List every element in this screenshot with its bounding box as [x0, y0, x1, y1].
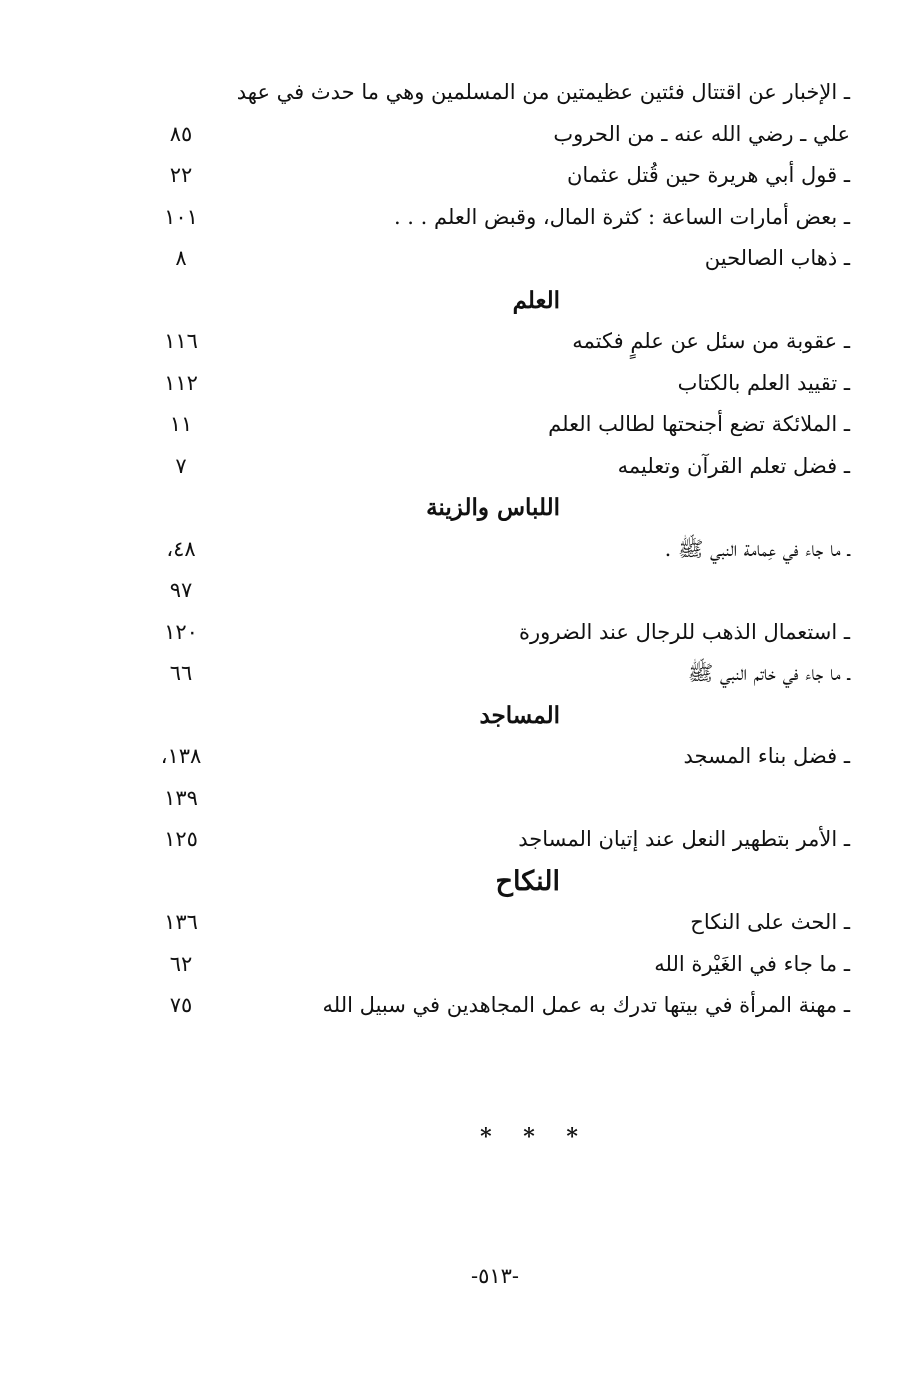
page-number: -٥١٣- — [470, 1264, 520, 1288]
section-heading-text: المساجد — [479, 701, 560, 729]
index-entry — [150, 197, 850, 239]
entry-text: ـ فضل بناء المسجد — [683, 744, 850, 768]
section-heading — [150, 487, 850, 529]
entry-page-number: ١١ — [169, 412, 193, 436]
entry-text: ـ ما جاء في الغَيْرة الله — [654, 951, 850, 976]
entry-page-number: ١١٢ — [164, 370, 198, 395]
index-entry — [150, 736, 850, 778]
entry-page-number: ١٢٠ — [164, 619, 198, 644]
entry-page-number: ١٣٨، — [160, 744, 202, 768]
index-entry — [150, 114, 850, 156]
index-entry — [150, 238, 850, 280]
entry-text: ـ ذهاب الصالحين — [704, 246, 850, 270]
section-heading-text: النكاح — [495, 865, 560, 897]
index-entry — [150, 529, 850, 571]
entry-page-number: ١٣٦ — [164, 910, 198, 934]
entry-page-number: ٨٥ — [169, 121, 193, 146]
index-entry — [150, 944, 850, 986]
section-heading — [150, 695, 850, 737]
index-entry — [150, 612, 850, 654]
entry-text: ـ الإخبار عن اقتتال فئتين عظيمتين من المسلمين وهي ما حدث في عهد — [236, 80, 850, 104]
entry-text: ـ الملائكة تضع أجنحتها لطالب العلم — [548, 412, 850, 436]
index-entry — [150, 819, 850, 861]
entry-page-number: ٩٧ — [169, 578, 193, 602]
entry-page-number: ٤٨، — [166, 536, 196, 561]
entry-text: ـ قول أبي هريرة حين قُتل عثمان — [566, 163, 850, 187]
entry-text: ـ عقوبة من سئل عن علمٍ فكتمه — [572, 329, 850, 353]
index-entry — [150, 72, 850, 114]
index-entry — [150, 570, 850, 612]
entry-text: ـ تقييد العلم بالكتاب — [677, 370, 850, 395]
entry-text: ـ مهنة المرأة في بيتها تدرك به عمل المجاهدين في سبيل الله — [322, 993, 850, 1017]
index-list — [150, 72, 850, 1027]
section-heading-text: اللباس والزينة — [426, 494, 560, 521]
index-entry — [150, 778, 850, 820]
entry-text: علي ـ رضي الله عنه ـ من الحروب — [553, 121, 850, 146]
entry-text: ـ ما جاء في خاتم النبي ﷺ — [687, 661, 850, 685]
section-separator: * * * — [480, 1124, 590, 1150]
entry-text: ـ استعمال الذهب للرجال عند الضرورة — [519, 619, 850, 644]
entry-text: ـ ما جاء في عِمامة النبي ﷺ . — [664, 536, 850, 561]
section-heading — [150, 861, 850, 903]
entry-page-number: ١٣٩ — [164, 785, 198, 810]
index-entry — [150, 321, 850, 363]
entry-page-number: ٦٢ — [169, 951, 193, 976]
index-entry — [150, 446, 850, 488]
entry-page-number: ٢٢ — [169, 163, 193, 187]
index-entry — [150, 653, 850, 695]
index-entry — [150, 404, 850, 446]
entry-page-number: ٨ — [175, 246, 187, 270]
entry-page-number: ١٠١ — [164, 204, 198, 229]
entry-text: ـ الحث على النكاح — [690, 910, 850, 934]
index-entry — [150, 363, 850, 405]
entry-page-number: ٦٦ — [169, 661, 193, 685]
entry-text: ـ فضل تعلم القرآن وتعليمه — [617, 453, 850, 478]
index-entry — [150, 902, 850, 944]
entry-text: ـ بعض أمارات الساعة : كثرة المال، وقبض العلم . . . — [393, 204, 850, 229]
section-heading-text: العلم — [512, 286, 560, 314]
entry-page-number: ١١٦ — [164, 329, 198, 353]
index-entry — [150, 155, 850, 197]
entry-page-number: ٧٥ — [169, 993, 193, 1017]
index-entry — [150, 985, 850, 1027]
section-heading — [150, 280, 850, 322]
entry-page-number: ٧ — [175, 453, 187, 478]
entry-page-number: ١٢٥ — [164, 827, 198, 851]
entry-text: ـ الأمر بتطهير النعل عند إتيان المساجد — [518, 827, 850, 851]
